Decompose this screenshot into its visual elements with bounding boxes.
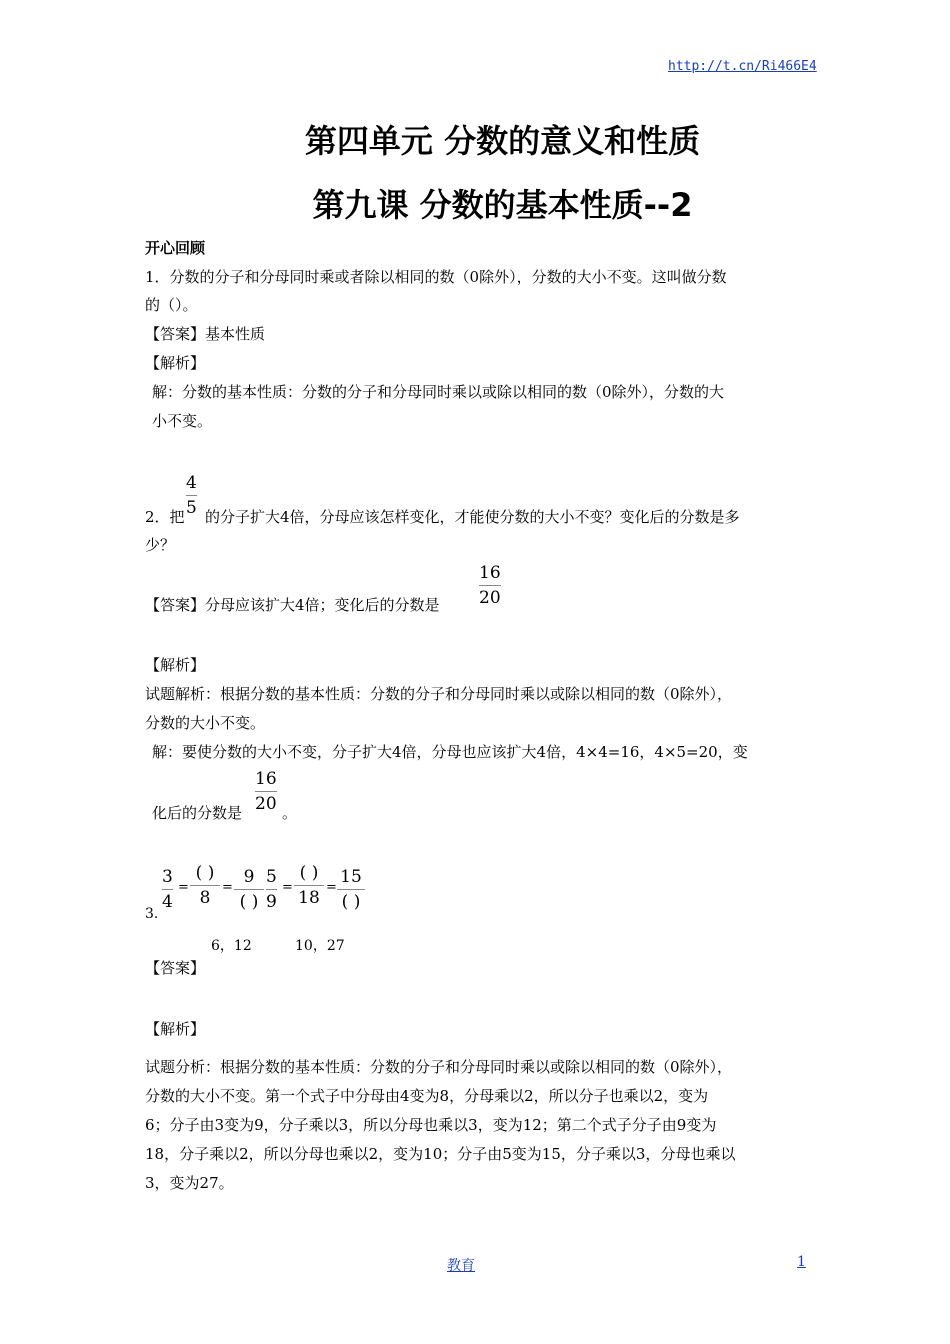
q2-analysis-label: 【解析】 (145, 656, 206, 674)
q2-answer-fraction (479, 563, 501, 608)
q3-answer-label: 【答案】 (145, 959, 206, 977)
header-url-link[interactable]: http://t.cn/Ri466E4 (668, 59, 817, 74)
q1-analysis-label: 【解析】 (145, 354, 206, 372)
q2-answer (145, 594, 440, 615)
q3-analysis-line-1: 试题分析：根据分数的基本性质：分数的分子和分母同时乘以或除以相同的数（0除外）， (145, 1058, 733, 1076)
q2-fraction-den: 5 (186, 498, 197, 518)
q3-analysis-label: 【解析】 (145, 1020, 206, 1038)
q3-eq2-frac1-num: 5 (266, 867, 277, 887)
q1-line1: 1．分数的分子和分母同时乘或者除以相同的数（0除外），分数的大小不变。这叫做分数 (145, 268, 727, 286)
footer-center-link[interactable]: 教育 (447, 1258, 475, 1274)
q1-analysis-line2: 小不变。 (152, 412, 213, 430)
q2-line1-rest: 的分子扩大4倍，分母应该怎样变化，才能使分数的大小不变？变化后的分数是多 (205, 508, 740, 526)
q3-analysis-line-5: 3，变为27。 (145, 1174, 234, 1192)
q3-eq2-frac3-den: ( ) (341, 892, 361, 912)
q1-answer (145, 323, 265, 344)
q2-answer-fraction-den: 20 (479, 588, 501, 608)
q3-analysis-line-3: 6；分子由3变为9，分子乘以3，所以分母也乘以3，变为12；第二个式子分子由9变为 (145, 1116, 717, 1134)
q2-analysis-fraction-num: 16 (255, 769, 277, 789)
q1-line2: 的（）。 (145, 296, 198, 314)
q3-equals-1: = (178, 880, 189, 895)
q2-analysis-line4-prefix: 化后的分数是 (152, 804, 243, 822)
q3-equals-4: = (326, 880, 337, 895)
q3-eq1-frac1 (162, 867, 173, 912)
q2-answer-label: 【答案】 (145, 596, 206, 614)
q3-eq1-frac2 (190, 863, 220, 908)
q3-eq2-frac2-num: ( ) (299, 863, 319, 883)
q1-answer-text: 基本性质 (205, 325, 266, 343)
q3-eq1-frac3-den: ( ) (239, 892, 259, 912)
q3-eq1-frac2-den: 8 (199, 888, 211, 908)
q3-eq1-frac3 (234, 867, 264, 912)
q2-fraction-num: 4 (186, 473, 197, 493)
q2-answer-text: 分母应该扩大4倍；变化后的分数是 (205, 596, 440, 614)
q3-eq2-frac3 (337, 867, 365, 912)
q3-eq2-frac1 (266, 867, 277, 912)
q2-analysis-fraction (255, 769, 277, 814)
q3-eq1-frac2-num: ( ) (195, 863, 215, 883)
q3-eq2-frac2 (294, 863, 324, 908)
q3-answer-values-1: 6，12 (211, 938, 252, 954)
q1-answer-label: 【答案】 (145, 325, 206, 343)
q3-eq1-frac1-den: 4 (162, 892, 173, 912)
q2-analysis-line1: 试题解析：根据分数的基本性质：分数的分子和分母同时乘以或除以相同的数（0除外）， (145, 685, 733, 703)
q3-analysis-line-4: 18，分子乘以2，所以分母也乘以2，变为10；分子由5变为15，分子乘以3，分母也乘以 (145, 1145, 736, 1163)
q3-eq2-frac2-den: 18 (298, 888, 320, 908)
unit-title: 第四单元 分数的意义和性质 (304, 122, 701, 160)
page-number: 1 (797, 1254, 806, 1270)
q2-analysis-line4-suffix: 。 (282, 804, 298, 822)
q2-line1-prefix: 2．把 (145, 508, 185, 526)
section-heading: 开心回顾 (145, 239, 206, 257)
q2-fraction (186, 473, 197, 518)
q3-equals-2: = (222, 880, 233, 895)
q3-eq2-frac1-den: 9 (266, 892, 277, 912)
q3-equals-3: = (282, 880, 293, 895)
q1-analysis-line1: 解：分数的基本性质：分数的分子和分母同时乘以或除以相同的数（0除外），分数的大 (152, 383, 725, 401)
q3-answer-values-2: 10，27 (295, 938, 345, 954)
q3-number: 3. (145, 906, 159, 922)
q3-eq1-frac1-num: 3 (162, 867, 173, 887)
q3-eq2-frac3-num: 15 (340, 867, 362, 887)
q3-analysis-line-2: 分数的大小不变。第一个式子中分母由4变为8，分母乘以2，所以分子也乘以2，变为 (145, 1087, 709, 1105)
q2-line2: 少？ (145, 536, 176, 554)
q2-analysis-fraction-den: 20 (255, 794, 277, 814)
q2-answer-fraction-num: 16 (479, 563, 501, 583)
q2-analysis-line2: 分数的大小不变。 (145, 714, 266, 732)
q2-analysis-line3: 解：要使分数的大小不变，分子扩大4倍，分母也应该扩大4倍，4×4=16，4×5=20，变 (152, 743, 748, 761)
q3-eq1-frac3-num: 9 (243, 867, 255, 887)
lesson-title: 第九课 分数的基本性质--2 (312, 186, 693, 224)
